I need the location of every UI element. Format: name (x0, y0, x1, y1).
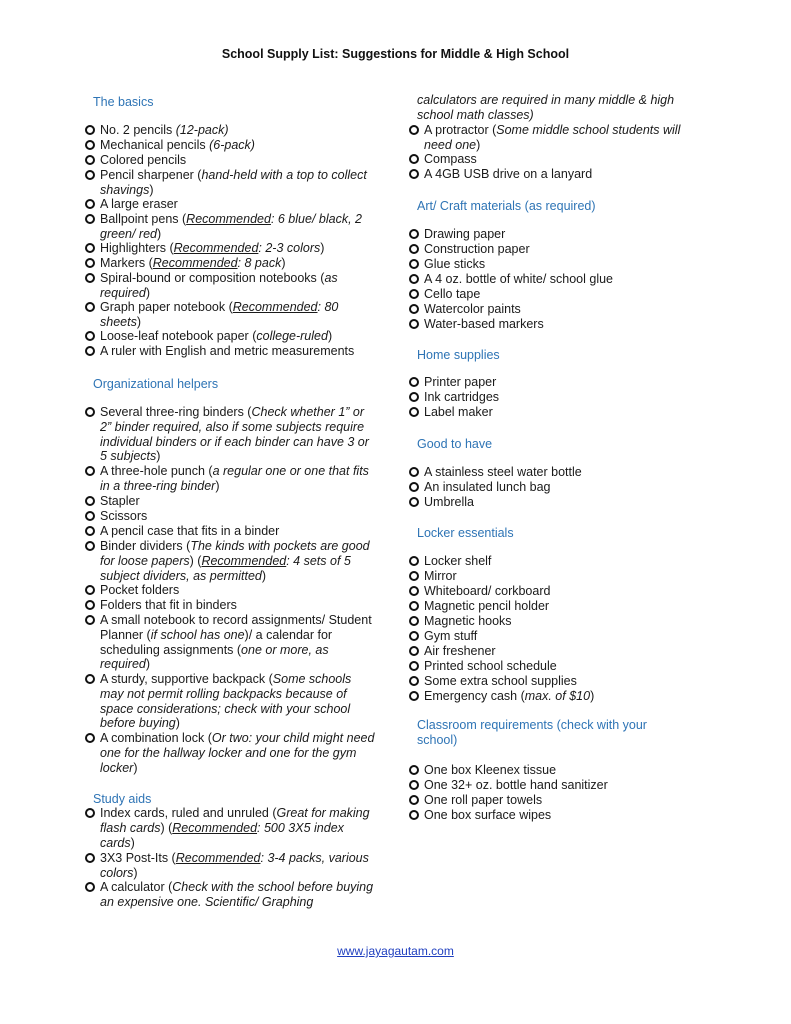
circle-bullet-icon (85, 585, 95, 595)
list-item (85, 583, 377, 598)
circle-bullet-icon (409, 780, 419, 790)
list-item-text: Index cards, ruled and unruled (Great for making flash cards) (Recommended: 500 3X5 index cards) (100, 806, 370, 850)
list-item (409, 257, 701, 272)
section-heading-organizational: Organizational helpers (93, 377, 219, 391)
circle-bullet-icon (409, 482, 419, 492)
circle-bullet-icon (409, 765, 419, 775)
circle-bullet-icon (409, 676, 419, 686)
section-heading-locker: Locker essentials (417, 526, 514, 540)
circle-bullet-icon (409, 646, 419, 656)
circle-bullet-icon (409, 661, 419, 671)
list-item-text: Pocket folders (100, 583, 180, 597)
list-item (409, 763, 701, 778)
circle-bullet-icon (409, 244, 419, 254)
list-item-text: Water-based markers (424, 317, 544, 331)
circle-bullet-icon (409, 304, 419, 314)
list-item-text: Glue sticks (424, 257, 486, 271)
circle-bullet-icon (85, 302, 95, 312)
list-item (85, 153, 377, 168)
list-item-text: No. 2 pencils (12-pack) (100, 123, 229, 137)
circle-bullet-icon (85, 615, 95, 625)
list-item (85, 672, 377, 731)
circle-bullet-icon (85, 496, 95, 506)
circle-bullet-icon (409, 586, 419, 596)
list-item (85, 271, 377, 301)
circle-bullet-icon (85, 140, 95, 150)
list-item (85, 731, 377, 775)
list-item-text: Watercolor paints (424, 302, 521, 316)
footer-website-link[interactable]: www.jayagautam.com (337, 944, 454, 958)
list-item (409, 778, 701, 793)
list-item (409, 644, 701, 659)
circle-bullet-icon (85, 199, 95, 209)
list-item-text: Printed school schedule (424, 659, 557, 673)
section-heading-basics: The basics (93, 95, 154, 109)
list-item-text: Loose-leaf notebook paper (college-ruled) (100, 329, 333, 343)
list-item (409, 302, 701, 317)
list-item-text: Markers (Recommended: 8 pack) (100, 256, 286, 270)
list-item (409, 495, 701, 510)
circle-bullet-icon (409, 571, 419, 581)
circle-bullet-icon (409, 392, 419, 402)
list-item-text: Emergency cash (max. of $10) (424, 689, 595, 703)
list-item (409, 272, 701, 287)
list-item-text: Scissors (100, 509, 148, 523)
list-item-text: Whiteboard/ corkboard (424, 584, 551, 598)
list-item-text: A 4GB USB drive on a lanyard (424, 167, 593, 181)
list-item (85, 494, 377, 509)
list-item (409, 375, 701, 390)
circle-bullet-icon (409, 377, 419, 387)
list-item-text: One box surface wipes (424, 808, 552, 822)
section-heading-classroom: Classroom requirements (check with your school) (417, 718, 647, 747)
list-item (409, 405, 701, 420)
list-item-text: Construction paper (424, 242, 530, 256)
list-item (409, 554, 701, 569)
list-item (409, 614, 701, 629)
list-item-text: Printer paper (424, 375, 497, 389)
list-item (409, 390, 701, 405)
circle-bullet-icon (85, 407, 95, 417)
list-item-text: One roll paper towels (424, 793, 543, 807)
list-item (85, 212, 377, 242)
list-item (409, 227, 701, 242)
list-item (85, 123, 377, 138)
list-item-text: A calculator (Check with the school before buying an expensive one. Scientific/ Graphing (100, 880, 374, 909)
list-item-text: Stapler (100, 494, 140, 508)
list-item (85, 344, 377, 359)
circle-bullet-icon (409, 467, 419, 477)
list-item-text: Spiral-bound or composition notebooks (as required) (100, 271, 338, 300)
page-title: School Supply List: Suggestions for Middle & High School (221, 47, 570, 61)
list-item (85, 851, 377, 881)
circle-bullet-icon (85, 733, 95, 743)
circle-bullet-icon (85, 346, 95, 356)
list-item-text: Folders that fit in binders (100, 598, 237, 612)
circle-bullet-icon (409, 319, 419, 329)
circle-bullet-icon (85, 674, 95, 684)
circle-bullet-icon (85, 243, 95, 253)
circle-bullet-icon (409, 169, 419, 179)
list-item (85, 138, 377, 153)
list-item-text: A stainless steel water bottle (424, 465, 582, 479)
list-item (85, 598, 377, 613)
list-item (409, 480, 701, 495)
circle-bullet-icon (409, 691, 419, 701)
list-item-text: Mirror (424, 569, 457, 583)
section-heading-art: Art/ Craft materials (as required) (417, 199, 596, 213)
list-item-text: Highlighters (Recommended: 2-3 colors) (100, 241, 325, 255)
circle-bullet-icon (85, 155, 95, 165)
list-item (85, 524, 377, 539)
list-item-text: A large eraser (100, 197, 178, 211)
list-item (409, 569, 701, 584)
list-item-text: Some extra school supplies (424, 674, 577, 688)
list-item (409, 152, 701, 167)
list-item (409, 123, 701, 153)
list-item-text: Label maker (424, 405, 493, 419)
circle-bullet-icon (85, 600, 95, 610)
list-item (85, 464, 377, 494)
list-item (409, 465, 701, 480)
list-item-text: Compass (424, 152, 477, 166)
list-item (409, 793, 701, 808)
list-item-text: Gym stuff (424, 629, 478, 643)
section-heading-good-to-have: Good to have (417, 437, 493, 451)
list-item (85, 241, 377, 256)
circle-bullet-icon (85, 170, 95, 180)
list-item (409, 167, 701, 182)
list-item (409, 242, 701, 257)
list-item-text: Magnetic hooks (424, 614, 512, 628)
section-heading-study-aids: Study aids (93, 792, 152, 806)
circle-bullet-icon (409, 407, 419, 417)
circle-bullet-icon (409, 556, 419, 566)
list-item (85, 256, 377, 271)
circle-bullet-icon (409, 631, 419, 641)
list-item-text: A combination lock (Or two: your child might need one for the hallway locker and one for the gym locker) (100, 731, 375, 775)
list-item-text: A small notebook to record assignments/ Student Planner (if school has one)/ a calendar for scheduling assignments (one or more, as required) (100, 613, 372, 672)
list-item (85, 197, 377, 212)
list-item-text: A ruler with English and metric measurements (100, 344, 355, 358)
list-item-text: Magnetic pencil holder (424, 599, 550, 613)
circle-bullet-icon (85, 526, 95, 536)
list-item (409, 287, 701, 302)
list-item-text: A three-hole punch (a regular one or one that fits in a three-ring binder) (100, 464, 369, 493)
list-item (85, 613, 377, 672)
circle-bullet-icon (85, 511, 95, 521)
circle-bullet-icon (409, 274, 419, 284)
list-item-text: A 4 oz. bottle of white/ school glue (424, 272, 614, 286)
list-item-text: Locker shelf (424, 554, 492, 568)
circle-bullet-icon (85, 331, 95, 341)
list-item (85, 300, 377, 330)
circle-bullet-icon (85, 466, 95, 476)
list-item-text: Drawing paper (424, 227, 506, 241)
list-item (85, 405, 377, 464)
circle-bullet-icon (85, 541, 95, 551)
list-item-text: Several three-ring binders (Check whether 1” or 2” binder required, also if some subjects require individual binders or if each binder can have 3 or 5 subjects) (100, 405, 369, 464)
list-item-text: An insulated lunch bag (424, 480, 551, 494)
footer (0, 944, 791, 958)
list-item-text: Umbrella (424, 495, 475, 509)
list-item (409, 317, 701, 332)
list-item (409, 689, 701, 704)
list-item (409, 599, 701, 614)
list-item-text: 3X3 Post-Its (Recommended: 3-4 packs, various colors) (100, 851, 369, 880)
circle-bullet-icon (409, 601, 419, 611)
list-item (85, 329, 377, 344)
circle-bullet-icon (409, 616, 419, 626)
circle-bullet-icon (409, 497, 419, 507)
circle-bullet-icon (409, 154, 419, 164)
list-item-text: Ballpoint pens (Recommended: 6 blue/ black, 2 green/ red) (100, 212, 362, 241)
list-item (409, 584, 701, 599)
list-item-text: Binder dividers (The kinds with pockets are good for loose papers) (Recommended: 4 sets of 5 subject dividers, as permitted) (100, 539, 370, 583)
list-item (409, 808, 701, 823)
list-item-text: Graph paper notebook (Recommended: 80 sheets) (100, 300, 339, 329)
list-item-text: Ink cartridges (424, 390, 500, 404)
list-item-text: Mechanical pencils (6-pack) (100, 138, 255, 152)
list-item (85, 806, 377, 850)
circle-bullet-icon (409, 125, 419, 135)
circle-bullet-icon (85, 853, 95, 863)
circle-bullet-icon (85, 882, 95, 892)
circle-bullet-icon (85, 214, 95, 224)
list-item (85, 539, 377, 583)
list-item-text: Cello tape (424, 287, 481, 301)
circle-bullet-icon (85, 125, 95, 135)
list-item (409, 629, 701, 644)
list-item-text: One 32+ oz. bottle hand sanitizer (424, 778, 608, 792)
list-item-text: Colored pencils (100, 153, 187, 167)
list-item (85, 168, 377, 198)
list-item-text: A pencil case that fits in a binder (100, 524, 280, 538)
list-item (409, 674, 701, 689)
circle-bullet-icon (85, 808, 95, 818)
list-item (409, 659, 701, 674)
list-item-text: Air freshener (424, 644, 496, 658)
circle-bullet-icon (409, 810, 419, 820)
circle-bullet-icon (409, 259, 419, 269)
circle-bullet-icon (409, 229, 419, 239)
circle-bullet-icon (85, 273, 95, 283)
list-item (85, 880, 377, 910)
calculator-continuation: calculators are required in many middle & high school math classes) (417, 93, 675, 122)
section-heading-home: Home supplies (417, 348, 500, 362)
list-item-text: Pencil sharpener (hand-held with a top to collect shavings) (100, 168, 367, 197)
circle-bullet-icon (409, 289, 419, 299)
list-item-text: A protractor (Some middle school students will need one) (424, 123, 681, 152)
circle-bullet-icon (85, 258, 95, 268)
circle-bullet-icon (409, 795, 419, 805)
list-item-text: One box Kleenex tissue (424, 763, 557, 777)
list-item-text: A sturdy, supportive backpack (Some schools may not permit rolling backpacks because of space considerations; check with your school before buying) (100, 672, 352, 731)
list-item (85, 509, 377, 524)
